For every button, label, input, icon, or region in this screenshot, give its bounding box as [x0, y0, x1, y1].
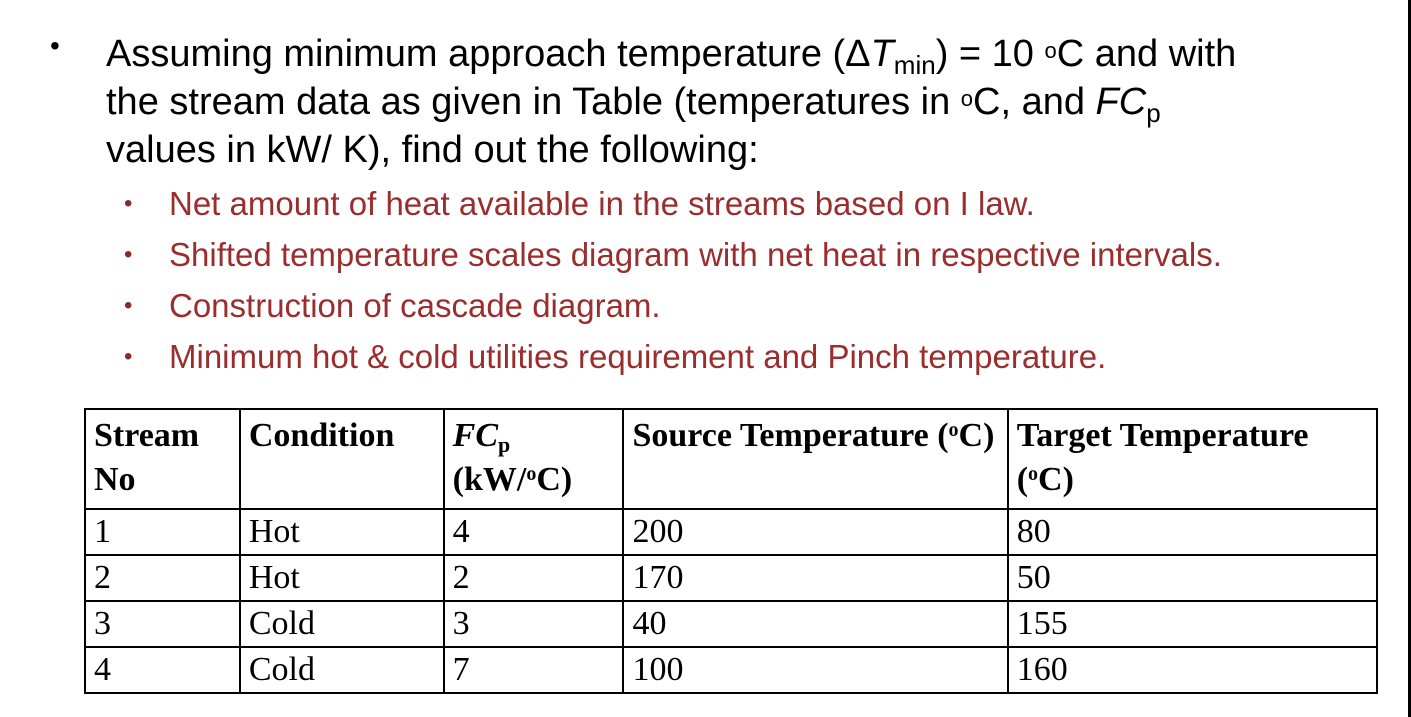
task-item: • Construction of cascade diagram.	[124, 280, 1222, 331]
question-line-1: Assuming minimum approach temperature $(\Delta T_{min}) = 10$ $^o$C and with	[106, 33, 1237, 80]
cell-target: 160	[1008, 647, 1377, 693]
table-row	[85, 555, 1377, 601]
table-row	[85, 647, 1377, 693]
cell-stream: 3	[85, 601, 240, 647]
cell-stream: 1	[85, 509, 240, 555]
task-item: • Net amount of heat available in the streams based on I law.	[124, 178, 1222, 229]
sub-bullet-icon: •	[124, 292, 133, 319]
question-line-3: values in kW/ K), find out the following:	[106, 129, 759, 171]
cell-condition: Cold	[240, 647, 444, 693]
task-item: • Shifted temperature scales diagram with net heat in respective intervals.	[124, 229, 1222, 280]
cell-source: 100	[623, 647, 1007, 693]
task-item: • Minimum hot & cold utilities requirement and Pinch temperature.	[124, 331, 1222, 382]
cell-stream: 2	[85, 555, 240, 601]
task-list	[124, 178, 1222, 382]
question-line-2: the stream data as given in Table (temperatures in $^o$C, and $FC_p$	[106, 81, 1161, 128]
cell-source: 170	[623, 555, 1007, 601]
question-text	[106, 30, 1376, 174]
cell-fcp: 3	[444, 601, 624, 647]
cell-target: 155	[1008, 601, 1377, 647]
table-header-row	[85, 409, 1377, 509]
cell-source: 200	[623, 509, 1007, 555]
cell-condition: Hot	[240, 555, 444, 601]
sub-bullet-icon: •	[124, 190, 133, 217]
header-target-temperature: Target Temperature ($^o$C)	[1008, 409, 1377, 509]
header-source-temperature: Source Temperature ($^o$C)	[623, 409, 1007, 509]
cell-source: 40	[623, 601, 1007, 647]
header-fcp: $FC_p$ (kW/$^o$C)	[444, 409, 624, 509]
stream-data-table	[84, 408, 1378, 694]
header-stream-no: Stream No	[85, 409, 240, 509]
cell-target: 50	[1008, 555, 1377, 601]
cell-target: 80	[1008, 509, 1377, 555]
table-row	[85, 601, 1377, 647]
cell-fcp: 4	[444, 509, 624, 555]
cell-condition: Cold	[240, 601, 444, 647]
sub-bullet-icon: •	[124, 241, 133, 268]
main-bullet-icon: •	[50, 30, 60, 61]
cell-condition: Hot	[240, 509, 444, 555]
cell-fcp: 2	[444, 555, 624, 601]
cell-stream: 4	[85, 647, 240, 693]
sub-bullet-icon: •	[124, 343, 133, 370]
table-row	[85, 509, 1377, 555]
header-condition: Condition	[240, 409, 444, 509]
cell-fcp: 7	[444, 647, 624, 693]
